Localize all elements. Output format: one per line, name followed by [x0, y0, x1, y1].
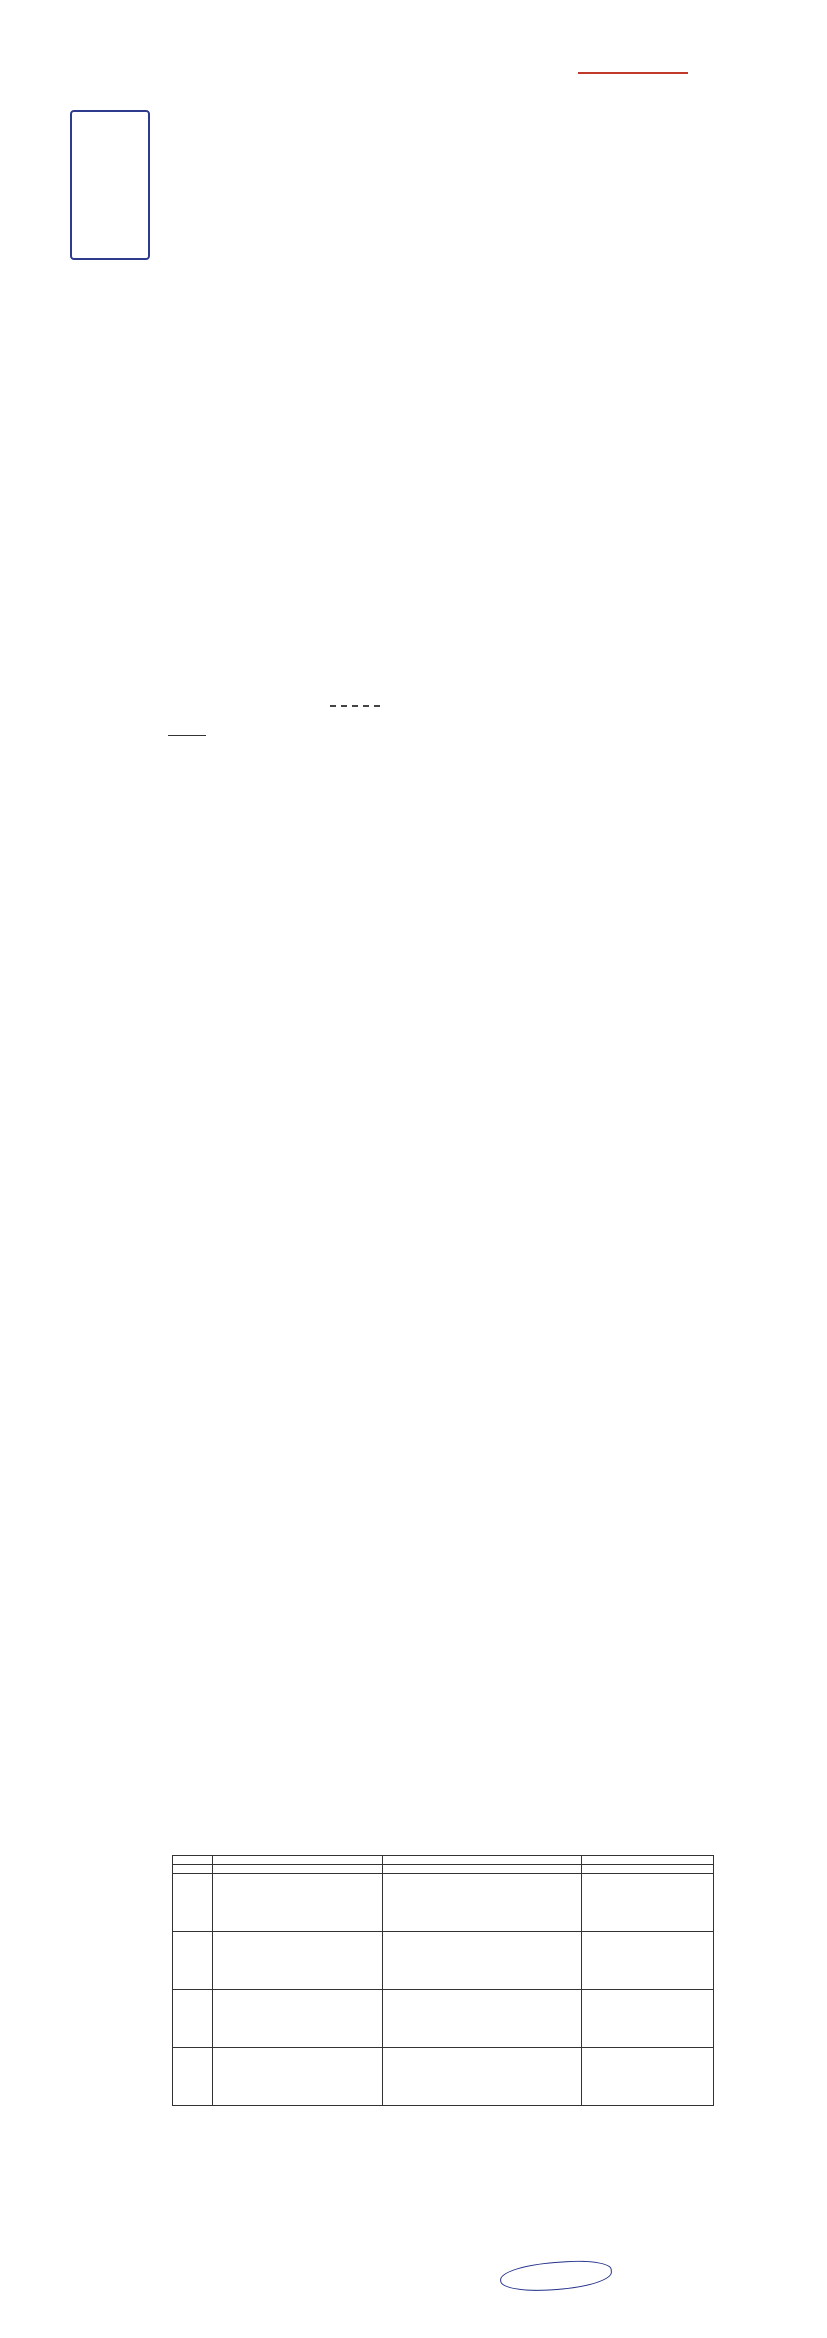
table-row	[173, 1874, 714, 1932]
cell-sno	[173, 1990, 213, 2048]
references-list	[312, 357, 732, 363]
separator-dashes	[330, 705, 380, 707]
header-joining	[382, 1856, 582, 1865]
cell-date	[582, 1932, 714, 1990]
header-sno	[173, 1856, 213, 1865]
order-heading-underline	[168, 735, 206, 736]
office-seal	[70, 110, 150, 260]
table-row	[173, 1932, 714, 1990]
file-number-underline	[578, 72, 688, 74]
cell-post	[382, 2048, 582, 2106]
cell-name	[212, 1990, 382, 2048]
cell-sno	[173, 2048, 213, 2106]
cell-post	[382, 1932, 582, 1990]
cell-name	[212, 1932, 382, 1990]
col-number	[212, 1865, 382, 1874]
table-colnum-row	[173, 1865, 714, 1874]
header-name	[212, 1856, 382, 1865]
cell-date	[582, 1874, 714, 1932]
col-number	[582, 1865, 714, 1874]
table-row	[173, 2048, 714, 2106]
cell-sno	[173, 1932, 213, 1990]
table-row	[173, 1990, 714, 2048]
cell-date	[582, 1990, 714, 2048]
table-header-row	[173, 1856, 714, 1865]
cell-name	[212, 2048, 382, 2106]
col-number	[173, 1865, 213, 1874]
cell-post	[382, 1990, 582, 2048]
signature-mark	[499, 2258, 613, 2294]
cell-sno	[173, 1874, 213, 1932]
regularisation-table	[172, 1855, 714, 2106]
cell-post	[382, 1874, 582, 1932]
col-number	[382, 1865, 582, 1874]
cell-name	[212, 1874, 382, 1932]
header-regularisation	[582, 1856, 714, 1865]
cell-date	[582, 2048, 714, 2106]
